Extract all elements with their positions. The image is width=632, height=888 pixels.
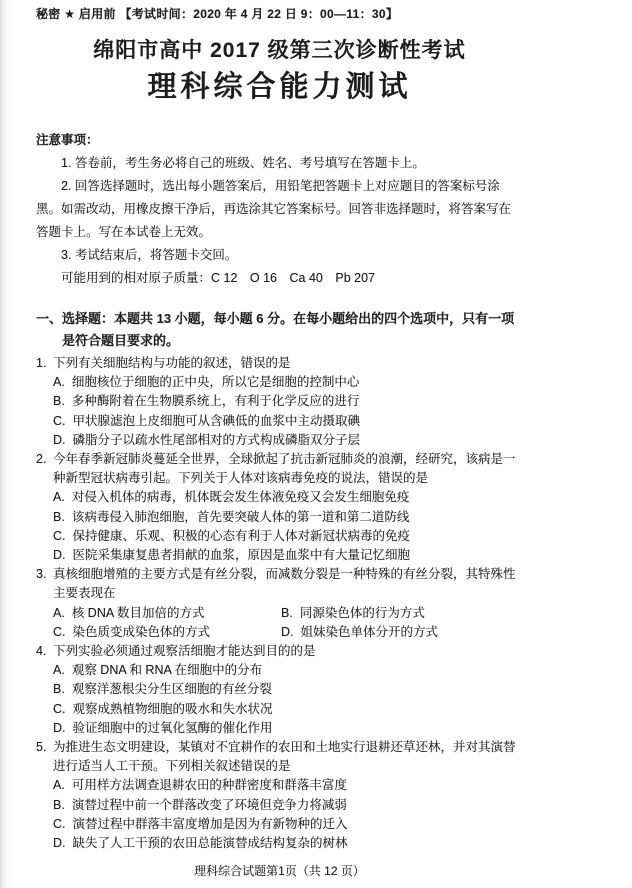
subject-title: 理科综合能力测试 (147, 71, 412, 103)
section-heading: 一、选择题：本题共 13 小题，每小题 6 分。在每小题给出的四个选项中，只有一项是符合题目要求的。 (36, 311, 515, 348)
page-footer: 理科综合试题第1页（共 12 页） (194, 864, 365, 879)
question-2 (36, 450, 523, 565)
question-4-options (53, 661, 523, 738)
notice-section (36, 129, 523, 290)
question-5 (36, 738, 523, 853)
question-4-option-c: C. 观察成熟植物细胞的吸水和失水状况 (53, 701, 273, 716)
question-2-text: 今年春季新冠肺炎蔓延全世界，全球掀起了抗击新冠肺炎的浪潮，经研究，该病是一种新型冠状病毒引起。下列关于人体对该病毒免疫的说法，错误的是 (53, 452, 516, 486)
question-2-stem (36, 450, 523, 488)
questions-list (36, 354, 523, 853)
notice-heading: 注意事项： (36, 133, 99, 147)
notice-item-3: 3. 考试结束后，将答题卡交回。 (61, 248, 238, 262)
question-3-options (53, 604, 523, 642)
question-1 (36, 354, 523, 450)
question-2-option-c: C. 保持健康、乐观、积极的心态有利于人体对新冠状病毒的免疫 (53, 528, 411, 543)
question-3-stem (36, 565, 523, 603)
question-5-option-d: D. 缺失了人工干预的农田总能演替成结构复杂的树林 (53, 836, 348, 851)
question-2-number: 2. (36, 452, 47, 467)
question-5-option-b: B. 演替过程中前一个群落改变了环境但竞争力将减弱 (53, 797, 347, 812)
question-3-text: 真核细胞增殖的主要方式是有丝分裂，而减数分裂是一种特殊的有丝分裂，其特殊性主要表现在 (53, 567, 516, 601)
question-5-number: 5. (36, 740, 47, 755)
question-1-option-b: B. 多种酶附着在生物膜系统上，有利于化学反应的进行 (53, 394, 360, 409)
notice-item-2: 2. 回答选择题时，选出每小题答案后，用铅笔把答题卡上对应题目的答案标号涂黑。如需改动，用橡皮擦干净后，再选涂其它答案标号。回答非选择题时，将答案写在答题卡上。写在本试卷上无效。 (36, 179, 512, 239)
question-5-option-a: A. 可用样方法调查退耕农田的种群密度和群落丰富度 (53, 778, 347, 793)
question-5-text: 为推进生态文明建设，某镇对不宜耕作的农田和土地实行退耕还草还林，并对其演替进行适当人工干预。下列相关叙述错误的是 (53, 740, 516, 774)
question-1-option-c: C. 甲状腺滤泡上皮细胞可从含碘低的血浆中主动摄取碘 (53, 413, 361, 428)
question-5-option-c: C. 演替过程中群落丰富度增加是因为有新物种的迁入 (53, 816, 348, 831)
security-header: 秘密 ★ 启用前 【考试时间：2020 年 4 月 22 日 9：00—11：30】 (36, 7, 399, 21)
question-3-option-d: D. 姐妹染色单体分开的方式 (281, 624, 439, 639)
exam-title: 绵阳市高中 2017 级第三次诊断性考试 (93, 39, 466, 62)
atomic-masses-line: 可能用到的相对原子质量：C 12 O 16 Ca 40 Pb 207 (61, 271, 375, 285)
question-4-option-a: A. 观察 DNA 和 RNA 在细胞中的分布 (53, 663, 263, 678)
question-4 (36, 642, 523, 738)
question-2-option-d: D. 医院采集康复患者捐献的血浆，原因是血浆中有大量记忆细胞 (53, 548, 411, 563)
question-3-option-c: C. 染色质变成染色体的方式 (53, 624, 211, 639)
question-5-stem (36, 738, 523, 776)
question-3 (36, 565, 523, 642)
notice-item-1: 1. 答卷前，考生务必将自己的班级、姓名、考号填写在答题卡上。 (61, 156, 425, 170)
question-3-option-b: B. 同源染色体的行为方式 (281, 605, 425, 620)
question-4-text: 下列实验必须通过观察活细胞才能达到目的的是 (53, 644, 316, 659)
question-1-number: 1. (36, 356, 47, 370)
page-content (36, 6, 523, 879)
question-1-stem (36, 354, 523, 373)
question-1-option-d: D. 磷脂分子以疏水性尾部相对的方式构成磷脂双分子层 (53, 432, 361, 447)
question-4-stem (36, 642, 523, 661)
question-2-option-a: A. 对侵入机体的病毒，机体既会发生体液免疫又会发生细胞免疫 (53, 490, 410, 505)
question-1-option-a: A. 细胞核位于细胞的正中央，所以它是细胞的控制中心 (53, 375, 360, 390)
question-4-option-b: B. 观察洋葱根尖分生区细胞的有丝分裂 (53, 682, 272, 697)
question-1-text: 下列有关细胞结构与功能的叙述，错误的是 (53, 356, 291, 370)
question-3-number: 3. (36, 567, 47, 582)
question-1-options (53, 373, 523, 450)
question-2-options (53, 488, 523, 565)
question-4-option-d: D. 验证细胞中的过氧化氢酶的催化作用 (53, 720, 273, 735)
question-5-options (53, 776, 523, 853)
question-3-option-a: A. 核 DNA 数目加倍的方式 (53, 605, 205, 620)
question-2-option-b: B. 该病毒侵入肺泡细胞，首先要突破人体的第一道和第二道防线 (53, 509, 410, 524)
question-4-number: 4. (36, 644, 47, 659)
